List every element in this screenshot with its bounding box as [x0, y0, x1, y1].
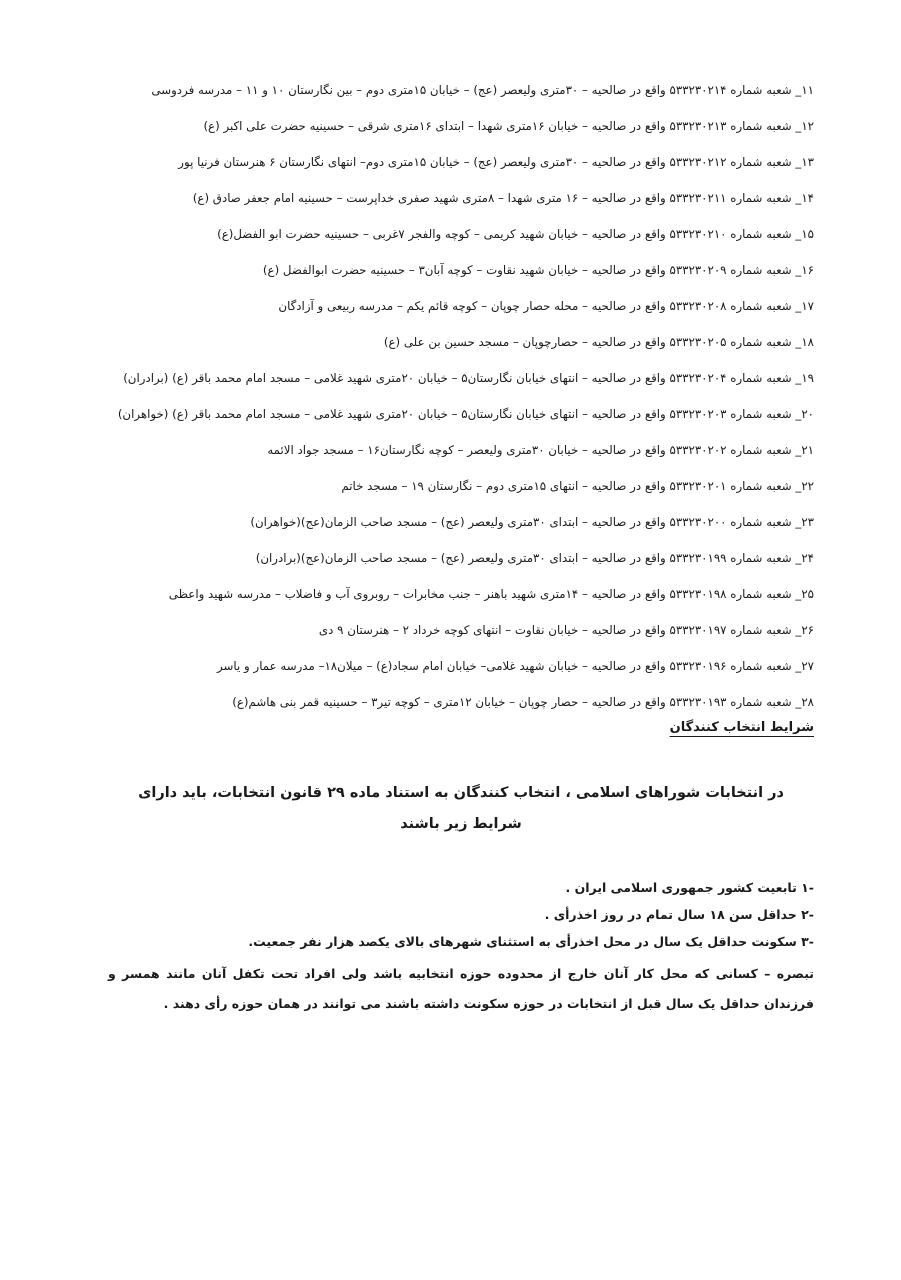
polling-stations-list	[108, 72, 814, 720]
list-item: ۲۲_ شعبه شماره ۵۳۳۲۳۰۲۰۱ واقع در صالحیه – انتهای ۱۵متری دوم – نگارستان ۱۹ – مسجد خاتم	[341, 479, 814, 493]
list-item: ۲۴_ شعبه شماره ۵۳۳۲۳۰۱۹۹ واقع در صالحیه – ابتدای ۳۰متری ولیعصر (عج) – مسجد صاحب الزمان(عج)(برادران)	[255, 551, 814, 565]
list-item: ۲۰_ شعبه شماره ۵۳۳۲۳۰۲۰۳ واقع در صالحیه – انتهای خیابان نگارستان۵ – خیابان ۲۰متری شهید غلامی – مسجد امام محمد باقر (ع) (خواهران)	[117, 407, 814, 421]
list-item: ۱۷_ شعبه شماره ۵۳۳۲۳۰۲۰۸ واقع در صالحیه – محله حصار چوپان – کوچه قائم یکم – مدرسه ربیعی و آزادگان	[278, 299, 814, 313]
note-paragraph: تبصره – کسانی که محل کار آنان خارج از محدوده حوزه انتخابیه باشد ولی افراد تحت تکفل آنان مانند همسر و فرزندان حداقل یک سال قبل از انتخابات در حوزه سکونت داشته باشند می توانند در همان حوزه رأی دهند .	[108, 966, 814, 1011]
conditions-list	[108, 874, 814, 955]
list-item: ۲۵_ شعبه شماره ۵۳۳۲۳۰۱۹۸ واقع در صالحیه – ۱۴متری شهید باهنر – جنب مخابرات – روبروی آب و فاضلاب – مدرسه شهید واعظی	[168, 587, 814, 601]
list-item: ۲۱_ شعبه شماره ۵۳۳۲۳۰۲۰۲ واقع در صالحیه – خیابان ۳۰متری ولیعصر – کوچه نگارستان۱۶ – مسجد جواد الائمه	[267, 443, 814, 457]
condition-item: -۳ سکونت حداقل یک سال در محل اخذرأی به استثنای شهرهای بالای یکصد هزار نفر جمعیت.	[248, 934, 814, 949]
list-item: ۲۷_ شعبه شماره ۵۳۳۲۳۰۱۹۶ واقع در صالحیه – خیابان شهید غلامی– خیابان امام سجاد(ع) – میلان۱۸– مدرسه عمار و یاسر	[217, 659, 814, 673]
list-item: ۱۸_ شعبه شماره ۵۳۳۲۳۰۲۰۵ واقع در صالحیه – حصارچوپان – مسجد حسین بن علی (ع)	[383, 335, 814, 349]
section-title: شرایط انتخاب کنندگان	[669, 720, 814, 735]
document-page	[108, 72, 814, 1019]
list-item: ۲۶_ شعبه شماره ۵۳۳۲۳۰۱۹۷ واقع در صالحیه – خیابان نقاوت – انتهای کوچه خرداد ۲ – هنرستان ۹ دی	[318, 623, 814, 637]
list-item: ۱۴_ شعبه شماره ۵۳۳۲۳۰۲۱۱ واقع در صالحیه – ۱۶ متری شهدا – ۸متری شهید صفری خداپرست – حسینیه امام جعفر صادق (ع)	[192, 191, 814, 205]
list-item: ۱۳_ شعبه شماره ۵۳۳۲۳۰۲۱۲ واقع در صالحیه – ۳۰متری ولیعصر (عج) – خیابان ۱۵متری دوم– انتهای نگارستان ۶ هنرستان فرنیا پور	[178, 155, 814, 169]
condition-item: -۱ تابعیت کشور جمهوری اسلامی ایران .	[565, 880, 814, 895]
intro-paragraph: در انتخابات شوراهای اسلامی ، انتخاب کنندگان به استناد ماده ۲۹ قانون انتخابات، باید دارای شرایط زیر باشند	[138, 785, 784, 832]
list-item: ۱۶_ شعبه شماره ۵۳۳۲۳۰۲۰۹ واقع در صالحیه – خیابان شهید نقاوت – کوچه آبان۳ – حسینیه حضرت ابوالفضل (ع)	[262, 263, 814, 277]
condition-item: -۲ حداقل سن ۱۸ سال تمام در روز اخذرأی .	[544, 907, 814, 922]
list-item: ۱۹_ شعبه شماره ۵۳۳۲۳۰۲۰۴ واقع در صالحیه – انتهای خیابان نگارستان۵ – خیابان ۲۰متری شهید غلامی – مسجد امام محمد باقر (ع) (برادران)	[123, 371, 814, 385]
list-item: ۲۸_ شعبه شماره ۵۳۳۲۳۰۱۹۳ واقع در صالحیه – حصار چوپان – خیابان ۱۲متری – کوچه تیر۳ – حسینیه قمر بنی هاشم(ع)	[232, 695, 814, 709]
list-item: ۲۳_ شعبه شماره ۵۳۳۲۳۰۲۰۰ واقع در صالحیه – ابتدای ۳۰متری ولیعصر (عج) – مسجد صاحب الزمان(عج)(خواهران)	[250, 515, 814, 529]
list-item: ۱۵_ شعبه شماره ۵۳۳۲۳۰۲۱۰ واقع در صالحیه – خیابان شهید کریمی – کوچه والفجر ۷غربی – حسینیه حضرت ابو الفضل(ع)	[217, 227, 814, 241]
list-item: ۱۲_ شعبه شماره ۵۳۳۲۳۰۲۱۳ واقع در صالحیه – خیابان ۱۶متری شهدا – ابتدای ۱۶متری شرقی – حسینیه حضرت علی اکبر (ع)	[203, 119, 814, 133]
list-item: ۱۱_ شعبه شماره ۵۳۳۲۳۰۲۱۴ واقع در صالحیه – ۳۰متری ولیعصر (عج) – خیابان ۱۵متری دوم – بین نگارستان ۱۰ و ۱۱ – مدرسه فردوسی	[151, 83, 814, 97]
